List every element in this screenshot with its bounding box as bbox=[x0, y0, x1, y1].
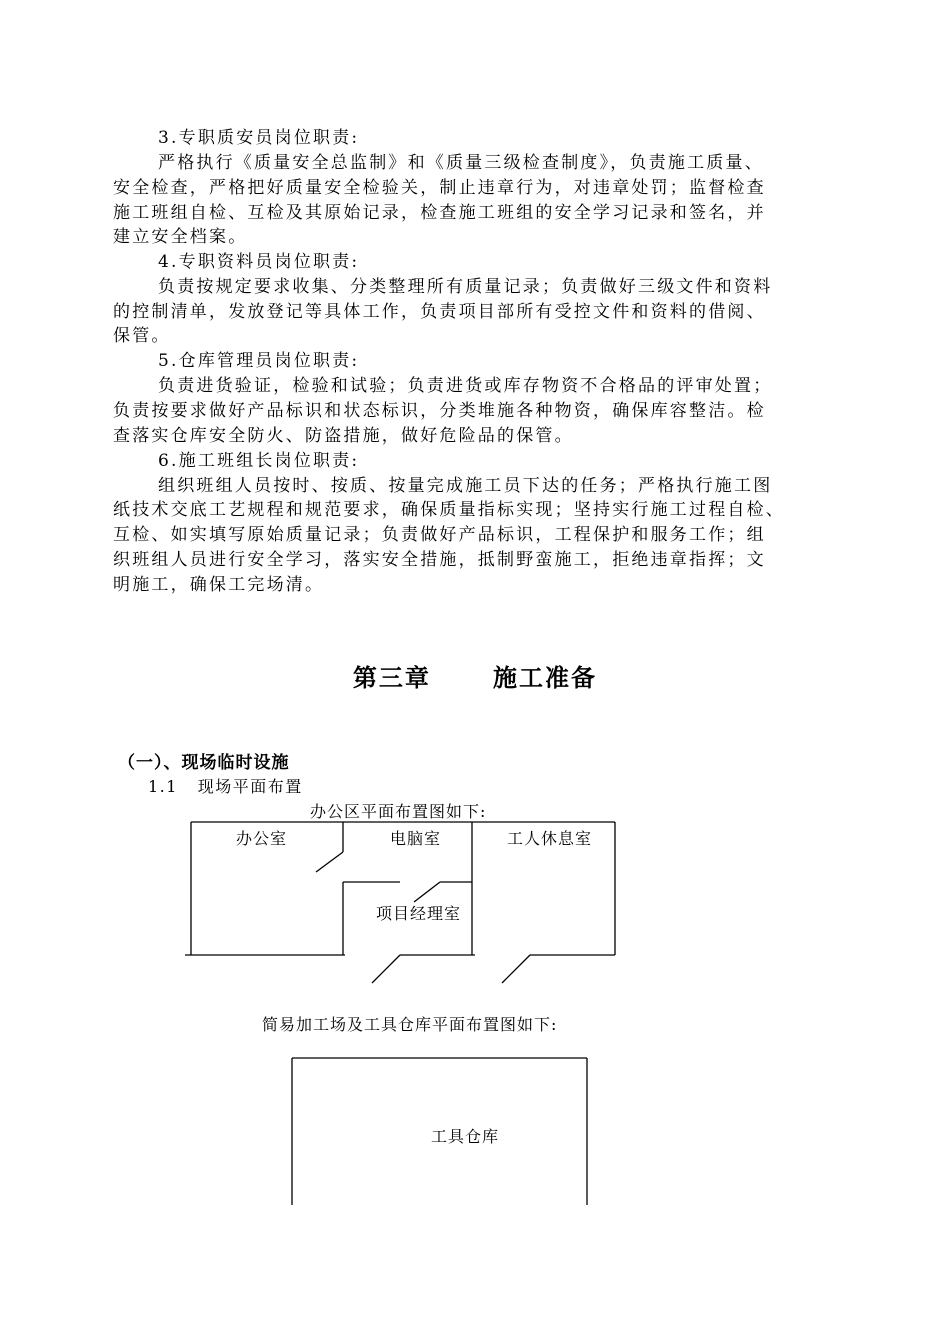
room-label-office: 办公室 bbox=[236, 829, 288, 848]
para-line: 建立安全档案。 bbox=[113, 227, 248, 247]
para-line: 3.专职质安员岗位职责: bbox=[158, 128, 360, 148]
room-label-manager: 项目经理室 bbox=[376, 904, 462, 923]
para-line: 5.仓库管理员岗位职责: bbox=[158, 351, 360, 371]
workshop-plan-caption: 简易加工场及工具仓库平面布置图如下: bbox=[262, 1015, 558, 1034]
para-line: 施工班组自检、互检及其原始记录，检查施工班组的安全学习记录和签名，并 bbox=[113, 203, 766, 223]
subsection-title: 1.1 现场平面布置 bbox=[148, 777, 303, 796]
para-line: 负责进货验证，检验和试验；负责进货或库存物资不合格品的评审处置； bbox=[158, 376, 773, 396]
para-line: 安全检查，严格把好质量安全检验关，制止违章行为，对违章处罚；监督检查 bbox=[113, 178, 766, 198]
room-label-computer: 电脑室 bbox=[390, 829, 442, 848]
para-line: 负责按规定要求收集、分类整理所有质量记录；负责做好三级文件和资料 bbox=[158, 277, 773, 297]
para-line: 保管。 bbox=[113, 326, 171, 346]
para-line: 4.专职资料员岗位职责: bbox=[158, 252, 360, 272]
para-line: 织班组人员进行安全学习，落实安全措施，抵制野蛮施工，拒绝违章指挥；文 bbox=[113, 550, 766, 570]
para-line: 6.施工班组长岗位职责: bbox=[158, 451, 360, 471]
room-label-tool-warehouse: 工具仓库 bbox=[431, 1127, 500, 1146]
para-line: 组织班组人员按时、按质、按量完成施工员下达的任务；严格执行施工图 bbox=[158, 476, 773, 496]
para-line: 的控制清单，发放登记等具体工作，负责项目部所有受控文件和资料的借阅、 bbox=[113, 302, 766, 322]
room-label-rest: 工人休息室 bbox=[507, 829, 593, 848]
para-line: 负责按要求做好产品标识和状态标识，分类堆施各种物资，确保库容整洁。检 bbox=[113, 401, 766, 421]
para-line: 互检、如实填写原始质量记录；负责做好产品标识，工程保护和服务工作；组 bbox=[113, 525, 766, 545]
section-title: （一）、现场临时设施 bbox=[118, 753, 290, 773]
para-line: 查落实仓库安全防火、防盗措施，做好危险品的保管。 bbox=[113, 426, 574, 446]
chapter-title: 第三章 施工准备 bbox=[352, 664, 598, 692]
office-plan-caption: 办公区平面布置图如下: bbox=[310, 802, 487, 821]
para-line: 明施工，确保工完场清。 bbox=[113, 575, 325, 595]
para-line: 纸技术交底工艺规程和规范要求，确保质量指标实现；坚持实行施工过程自检、 bbox=[113, 500, 785, 520]
para-line: 严格执行《质量安全总监制》和《质量三级检查制度》，负责施工质量、 bbox=[158, 153, 764, 173]
